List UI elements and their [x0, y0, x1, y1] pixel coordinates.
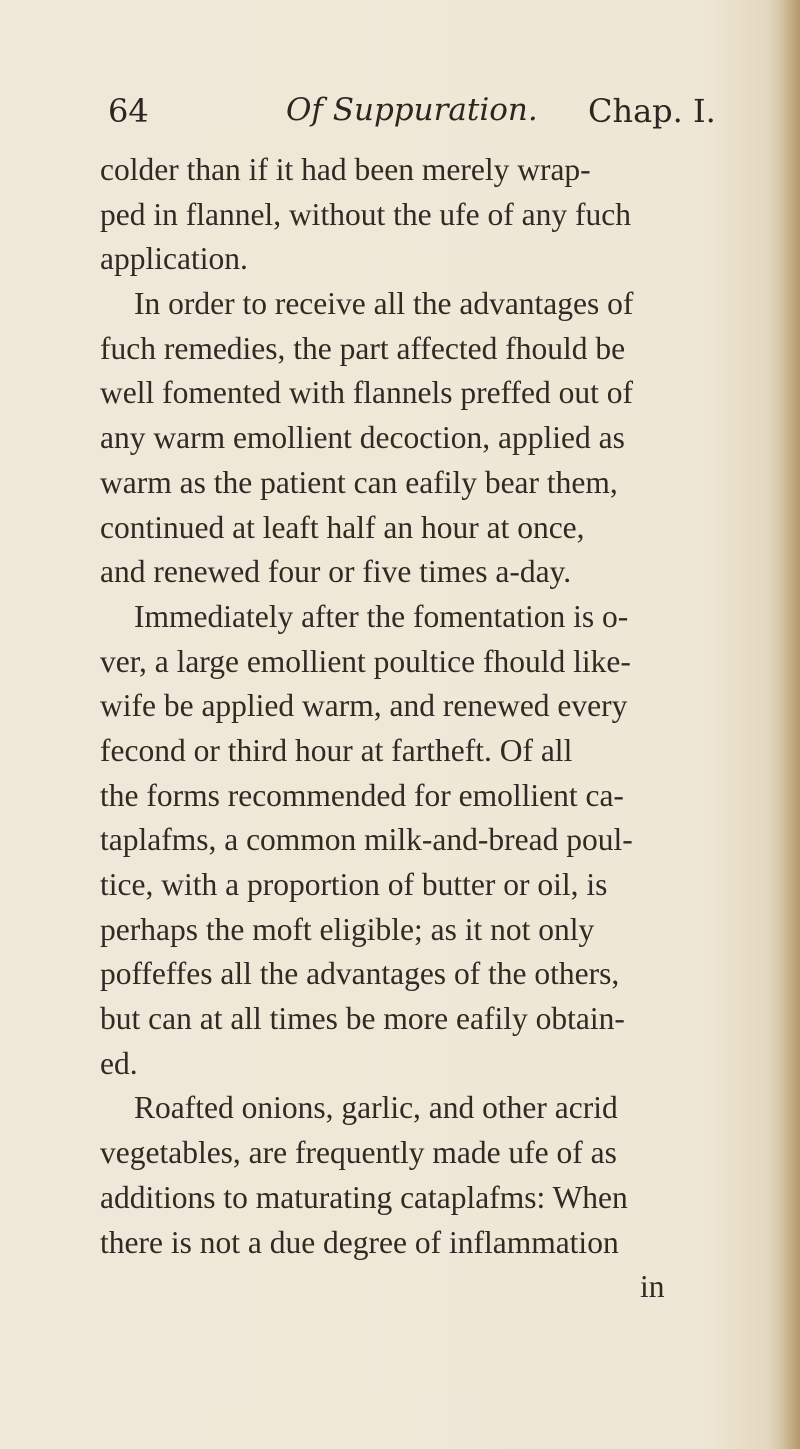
text-line: fuch remedies, the part affected fhould be — [100, 330, 626, 366]
text-line: there is not a due degree of inflammation — [100, 1224, 619, 1260]
body-text — [100, 148, 780, 1310]
page-number: 64 — [108, 92, 149, 130]
paragraph-start-line: Immediately after the fomentation is o- — [134, 598, 629, 634]
text-line: ped in flannel, without the ufe of any fuch — [100, 196, 631, 232]
text-line: ed. — [100, 1045, 138, 1081]
text-line: the forms recommended for emollient ca- — [100, 777, 624, 813]
paragraph-start-line: In order to receive all the advantages of — [134, 286, 634, 322]
text-line: but can at all times be more eafily obtain- — [100, 1001, 625, 1037]
text-line: colder than if it had been merely wrap- — [100, 152, 591, 187]
text-line: warm as the patient can eafily bear them, — [100, 464, 618, 500]
paragraph-start-line: Roafted onions, garlic, and other acrid — [134, 1090, 618, 1126]
running-title: Of Suppuration. — [286, 92, 538, 128]
catchword-line: in — [640, 1269, 665, 1305]
running-head — [108, 92, 768, 142]
text-line: perhaps the moft eligible; as it not only — [100, 911, 595, 947]
text-line: vegetables, are frequently made ufe of as — [100, 1135, 617, 1171]
text-line: wife be applied warm, and renewed every — [100, 688, 628, 724]
text-line: taplafms, a common milk-and-bread poul- — [100, 822, 633, 858]
text-line: and renewed four or five times a-day. — [100, 554, 572, 590]
text-line: any warm emollient decoction, applied as — [100, 420, 625, 456]
page-gutter-shadow — [782, 0, 800, 1449]
chapter-reference: Chap. I. — [588, 92, 716, 130]
text-line: tice, with a proportion of butter or oil, is — [100, 867, 608, 902]
text-line: application. — [100, 241, 248, 277]
text-line: poffeffes all the advantages of the others, — [100, 956, 620, 992]
text-line: fecond or third hour at fartheft. Of all — [100, 732, 573, 768]
text-line: well fomented with flannels preffed out of — [100, 375, 634, 411]
text-line: continued at leaft half an hour at once, — [100, 509, 585, 545]
text-line: ver, a large emollient poultice fhould like- — [100, 643, 631, 679]
text-line: additions to maturating cataplafms: When — [100, 1179, 628, 1215]
